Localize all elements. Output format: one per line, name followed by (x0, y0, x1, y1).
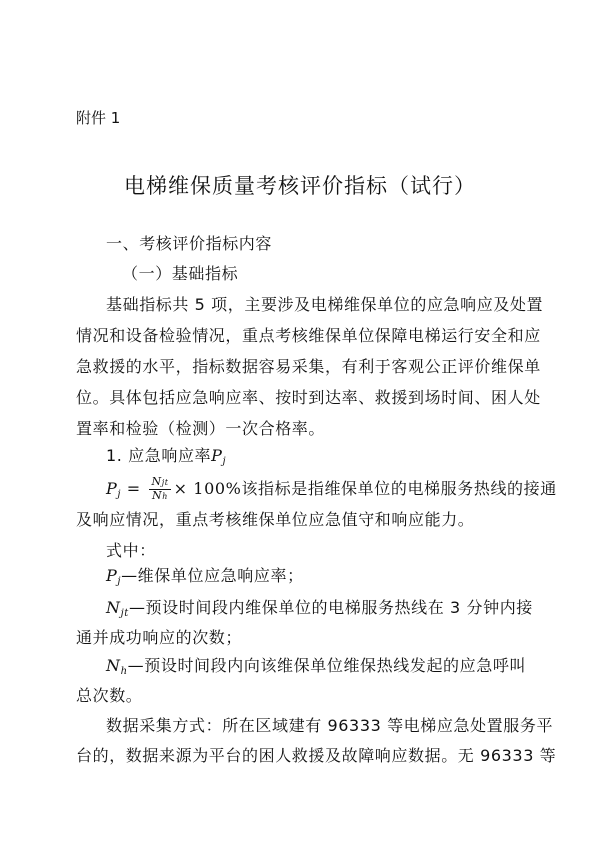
def-text: —预设时间段内向该维保单位维保热线发起的应急呼叫 (127, 656, 527, 675)
item-symbol-sub: j (222, 456, 227, 467)
paragraph-line: 台的，数据来源为平台的困人救援及故障响应数据。无 96333 等 (76, 746, 557, 765)
attachment-label: 附件 1 (76, 109, 121, 127)
section-heading: 一、考核评价指标内容 (106, 234, 273, 253)
paragraph-line: 情况和设备检验情况，重点考核维保单位保障电梯运行安全和应 (76, 326, 541, 345)
def-symbol: N (106, 598, 121, 617)
definition-line (106, 598, 556, 624)
item-symbol: P (211, 446, 223, 465)
def-symbol: P (106, 566, 118, 585)
def-symbol: N (106, 656, 121, 675)
def-text: —维保单位应急响应率； (121, 566, 304, 585)
paragraph-line: 数据采集方式：所在区域建有 96333 等电梯应急处置服务平 (106, 716, 554, 735)
formula-fraction (149, 476, 170, 503)
item-heading (106, 446, 556, 472)
paragraph-line: 总次数。 (76, 686, 143, 705)
subsection-heading: （一）基础指标 (122, 264, 239, 283)
document-title: 电梯维保质量考核评价指标（试行） (124, 174, 476, 198)
formula-line (106, 476, 556, 505)
formula-times: × 100% (173, 479, 242, 498)
paragraph-line: 位。具体包括应急响应率、按时到达率、救援到场时间、困人处 (76, 388, 541, 407)
definition-line (106, 566, 556, 592)
def-symbol-sub: j (117, 576, 122, 587)
def-text: —预设时间段内维保单位的电梯服务热线在 3 分钟内接 (128, 598, 533, 617)
where-label: 式中： (106, 541, 156, 560)
def-symbol-sub: jt (120, 608, 129, 619)
item-label: 1. 应急响应率 (106, 446, 212, 465)
formula-lhs: P (106, 479, 118, 498)
fraction-numerator: Njt (151, 475, 169, 488)
paragraph-line: 急救援的水平，指标数据容易采集，有利于客观公正评价维保单 (76, 357, 541, 376)
formula-equals: = (121, 479, 147, 498)
def-symbol-sub: h (120, 666, 128, 677)
paragraph-line: 基础指标共 5 项，主要涉及电梯维保单位的应急响应及处置 (106, 295, 544, 314)
paragraph-line: 及响应情况，重点考核维保单位应急值守和响应能力。 (76, 510, 475, 529)
paragraph-line: 置率和检验（检测）一次合格率。 (76, 419, 326, 438)
formula-description: 该指标是指维保单位的电梯服务热线的接通 (241, 479, 557, 498)
formula-lhs-sub: j (117, 489, 122, 500)
definition-line (106, 656, 556, 682)
paragraph-line: 通并成功响应的次数； (76, 628, 243, 647)
fraction-denominator: Nh (152, 489, 169, 502)
